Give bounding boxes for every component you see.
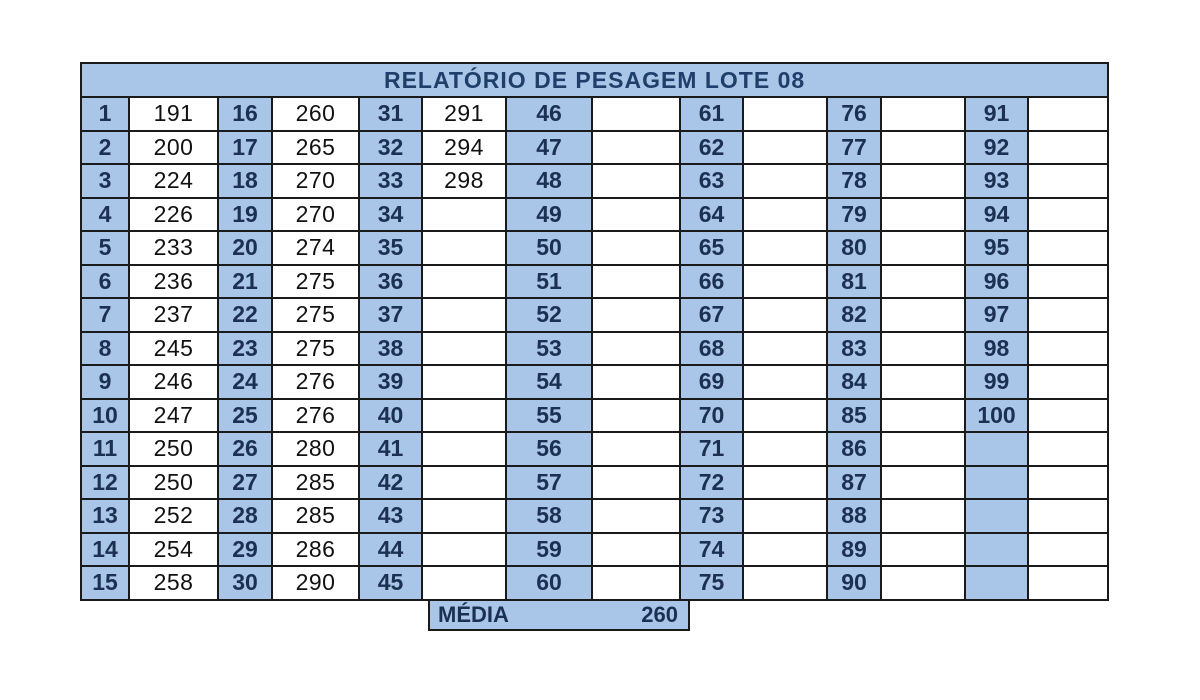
average-label: MÉDIA (438, 602, 509, 627)
weight-value (881, 332, 965, 366)
animal-number: 20 (218, 231, 272, 265)
animal-number: 26 (218, 432, 272, 466)
weight-value: 237 (129, 298, 218, 332)
table-row (81, 97, 1108, 131)
animal-number: 18 (218, 164, 272, 198)
animal-number: 7 (81, 298, 129, 332)
animal-number: 53 (506, 332, 592, 366)
weight-value (592, 566, 680, 600)
weight-value: 276 (272, 399, 359, 433)
weight-value (592, 499, 680, 533)
animal-number: 38 (359, 332, 422, 366)
weight-value (881, 164, 965, 198)
weight-value: 286 (272, 533, 359, 567)
weight-value: 275 (272, 298, 359, 332)
animal-number: 44 (359, 533, 422, 567)
weight-value (743, 332, 827, 366)
animal-number: 15 (81, 566, 129, 600)
animal-number: 37 (359, 298, 422, 332)
weight-value: 247 (129, 399, 218, 433)
animal-number: 94 (965, 198, 1028, 232)
weight-value (1028, 97, 1108, 131)
animal-number: 76 (827, 97, 881, 131)
table-row (81, 566, 1108, 600)
animal-number: 54 (506, 365, 592, 399)
animal-number: 13 (81, 499, 129, 533)
weight-value (1028, 164, 1108, 198)
weight-value: 274 (272, 231, 359, 265)
weight-value (592, 231, 680, 265)
animal-number: 65 (680, 231, 743, 265)
animal-number: 22 (218, 298, 272, 332)
weight-value: 294 (422, 131, 506, 165)
weight-value (592, 399, 680, 433)
animal-number: 100 (965, 399, 1028, 433)
animal-number: 81 (827, 265, 881, 299)
weight-value (1028, 499, 1108, 533)
animal-number: 96 (965, 265, 1028, 299)
animal-number: 2 (81, 131, 129, 165)
animal-number: 50 (506, 231, 592, 265)
animal-number: 82 (827, 298, 881, 332)
animal-number: 8 (81, 332, 129, 366)
animal-number: 55 (506, 399, 592, 433)
animal-number: 47 (506, 131, 592, 165)
animal-number: 4 (81, 198, 129, 232)
animal-number: 77 (827, 131, 881, 165)
weight-value: 224 (129, 164, 218, 198)
weight-value (743, 231, 827, 265)
animal-number: 48 (506, 164, 592, 198)
animal-number: 63 (680, 164, 743, 198)
animal-number: 40 (359, 399, 422, 433)
weight-value (422, 432, 506, 466)
weight-value (422, 332, 506, 366)
weight-value (592, 365, 680, 399)
animal-number: 71 (680, 432, 743, 466)
animal-number: 6 (81, 265, 129, 299)
animal-number: 52 (506, 298, 592, 332)
animal-number: 46 (506, 97, 592, 131)
table-row (81, 198, 1108, 232)
animal-number: 74 (680, 533, 743, 567)
animal-number: 17 (218, 131, 272, 165)
weight-value (881, 298, 965, 332)
animal-number: 45 (359, 566, 422, 600)
weight-value (743, 432, 827, 466)
weight-value (422, 298, 506, 332)
weight-value (743, 399, 827, 433)
weight-value: 276 (272, 365, 359, 399)
weight-value (881, 198, 965, 232)
table-row (81, 131, 1108, 165)
animal-number: 30 (218, 566, 272, 600)
animal-number: 66 (680, 265, 743, 299)
animal-number: 83 (827, 332, 881, 366)
animal-number: 99 (965, 365, 1028, 399)
weight-value (881, 231, 965, 265)
animal-number: 27 (218, 466, 272, 500)
weight-value (1028, 198, 1108, 232)
animal-number: 23 (218, 332, 272, 366)
weight-value (592, 533, 680, 567)
animal-number: 88 (827, 499, 881, 533)
weight-value (592, 97, 680, 131)
animal-number: 91 (965, 97, 1028, 131)
weight-value (743, 131, 827, 165)
weight-value: 291 (422, 97, 506, 131)
weight-value (422, 399, 506, 433)
animal-number: 60 (506, 566, 592, 600)
weight-value (422, 365, 506, 399)
weight-value: 270 (272, 198, 359, 232)
weight-value: 285 (272, 466, 359, 500)
animal-number: 70 (680, 399, 743, 433)
table-row (81, 432, 1108, 466)
animal-number: 41 (359, 432, 422, 466)
animal-number: 31 (359, 97, 422, 131)
animal-number: 58 (506, 499, 592, 533)
weight-value (422, 566, 506, 600)
table-row (81, 533, 1108, 567)
animal-number: 32 (359, 131, 422, 165)
weight-value (1028, 566, 1108, 600)
weight-value: 246 (129, 365, 218, 399)
weight-value (422, 466, 506, 500)
weight-value (881, 365, 965, 399)
weight-value (592, 298, 680, 332)
animal-number: 29 (218, 533, 272, 567)
weight-value (881, 432, 965, 466)
animal-number: 19 (218, 198, 272, 232)
weight-value (422, 265, 506, 299)
weight-value: 265 (272, 131, 359, 165)
weight-value: 285 (272, 499, 359, 533)
animal-number: 87 (827, 466, 881, 500)
animal-number: 36 (359, 265, 422, 299)
animal-number: 14 (81, 533, 129, 567)
animal-number: 62 (680, 131, 743, 165)
weight-value: 290 (272, 566, 359, 600)
weighing-report-table (80, 62, 1109, 601)
weight-value: 200 (129, 131, 218, 165)
animal-number: 33 (359, 164, 422, 198)
weight-value (592, 332, 680, 366)
animal-number: 97 (965, 298, 1028, 332)
weight-value: 254 (129, 533, 218, 567)
weight-value (743, 533, 827, 567)
animal-number: 61 (680, 97, 743, 131)
weight-value (422, 231, 506, 265)
animal-number: 59 (506, 533, 592, 567)
animal-number: 21 (218, 265, 272, 299)
weight-value (1028, 466, 1108, 500)
weight-value (592, 131, 680, 165)
animal-number: 16 (218, 97, 272, 131)
weight-value (1028, 533, 1108, 567)
animal-number: 84 (827, 365, 881, 399)
weight-value: 250 (129, 432, 218, 466)
table-row (81, 332, 1108, 366)
animal-number: 80 (827, 231, 881, 265)
animal-number: 56 (506, 432, 592, 466)
animal-number: 24 (218, 365, 272, 399)
weight-value (1028, 131, 1108, 165)
animal-number: 93 (965, 164, 1028, 198)
animal-number: 28 (218, 499, 272, 533)
weight-value (1028, 265, 1108, 299)
animal-number: 85 (827, 399, 881, 433)
weight-value: 258 (129, 566, 218, 600)
animal-number: 42 (359, 466, 422, 500)
animal-number (965, 533, 1028, 567)
animal-number: 39 (359, 365, 422, 399)
animal-number: 72 (680, 466, 743, 500)
animal-number: 78 (827, 164, 881, 198)
animal-number: 68 (680, 332, 743, 366)
weight-value (743, 566, 827, 600)
animal-number: 98 (965, 332, 1028, 366)
table-row (81, 231, 1108, 265)
weight-value: 280 (272, 432, 359, 466)
weight-value: 250 (129, 466, 218, 500)
weight-value (743, 499, 827, 533)
animal-number: 57 (506, 466, 592, 500)
animal-number: 34 (359, 198, 422, 232)
weight-value (1028, 365, 1108, 399)
animal-number: 35 (359, 231, 422, 265)
weight-value (1028, 432, 1108, 466)
weight-value (743, 164, 827, 198)
weight-value (743, 298, 827, 332)
animal-number: 89 (827, 533, 881, 567)
animal-number (965, 566, 1028, 600)
weight-value (881, 399, 965, 433)
animal-number (965, 432, 1028, 466)
weight-value (743, 466, 827, 500)
weight-value (1028, 332, 1108, 366)
animal-number: 10 (81, 399, 129, 433)
weight-value (881, 533, 965, 567)
weight-value (422, 533, 506, 567)
table-row (81, 164, 1108, 198)
animal-number: 9 (81, 365, 129, 399)
animal-number: 11 (81, 432, 129, 466)
weight-value (592, 198, 680, 232)
animal-number: 92 (965, 131, 1028, 165)
animal-number: 86 (827, 432, 881, 466)
weight-value (1028, 231, 1108, 265)
table-row (81, 265, 1108, 299)
animal-number: 12 (81, 466, 129, 500)
weight-value (881, 97, 965, 131)
weight-value: 233 (129, 231, 218, 265)
weight-value (592, 265, 680, 299)
animal-number: 90 (827, 566, 881, 600)
weight-value: 236 (129, 265, 218, 299)
animal-number: 51 (506, 265, 592, 299)
weight-value: 275 (272, 332, 359, 366)
animal-number: 75 (680, 566, 743, 600)
animal-number: 69 (680, 365, 743, 399)
weight-value: 191 (129, 97, 218, 131)
animal-number (965, 466, 1028, 500)
weight-value (881, 265, 965, 299)
weight-value (743, 198, 827, 232)
weight-value: 275 (272, 265, 359, 299)
weight-value (881, 131, 965, 165)
weight-value (422, 198, 506, 232)
weight-value (881, 466, 965, 500)
weight-value: 298 (422, 164, 506, 198)
table-row (81, 298, 1108, 332)
animal-number: 5 (81, 231, 129, 265)
animal-number: 64 (680, 198, 743, 232)
animal-number: 1 (81, 97, 129, 131)
animal-number: 79 (827, 198, 881, 232)
weight-value (743, 97, 827, 131)
table-row (81, 365, 1108, 399)
report-title: RELATÓRIO DE PESAGEM LOTE 08 (81, 63, 1108, 97)
animal-number: 73 (680, 499, 743, 533)
weight-value (422, 499, 506, 533)
weight-value: 245 (129, 332, 218, 366)
weight-value (881, 499, 965, 533)
weight-value (1028, 298, 1108, 332)
title-row (81, 63, 1108, 97)
table-row (81, 466, 1108, 500)
animal-number (965, 499, 1028, 533)
weight-value (743, 265, 827, 299)
table-row (81, 499, 1108, 533)
weight-value (592, 432, 680, 466)
weight-value (743, 365, 827, 399)
animal-number: 3 (81, 164, 129, 198)
weight-value: 226 (129, 198, 218, 232)
weight-value (592, 164, 680, 198)
animal-number: 49 (506, 198, 592, 232)
weight-value (592, 466, 680, 500)
weight-value (1028, 399, 1108, 433)
weight-value (881, 566, 965, 600)
average-box (428, 599, 690, 631)
weight-value: 270 (272, 164, 359, 198)
animal-number: 95 (965, 231, 1028, 265)
weight-value: 252 (129, 499, 218, 533)
table-row (81, 399, 1108, 433)
animal-number: 43 (359, 499, 422, 533)
animal-number: 67 (680, 298, 743, 332)
weight-value: 260 (272, 97, 359, 131)
animal-number: 25 (218, 399, 272, 433)
average-value: 260 (641, 602, 678, 627)
